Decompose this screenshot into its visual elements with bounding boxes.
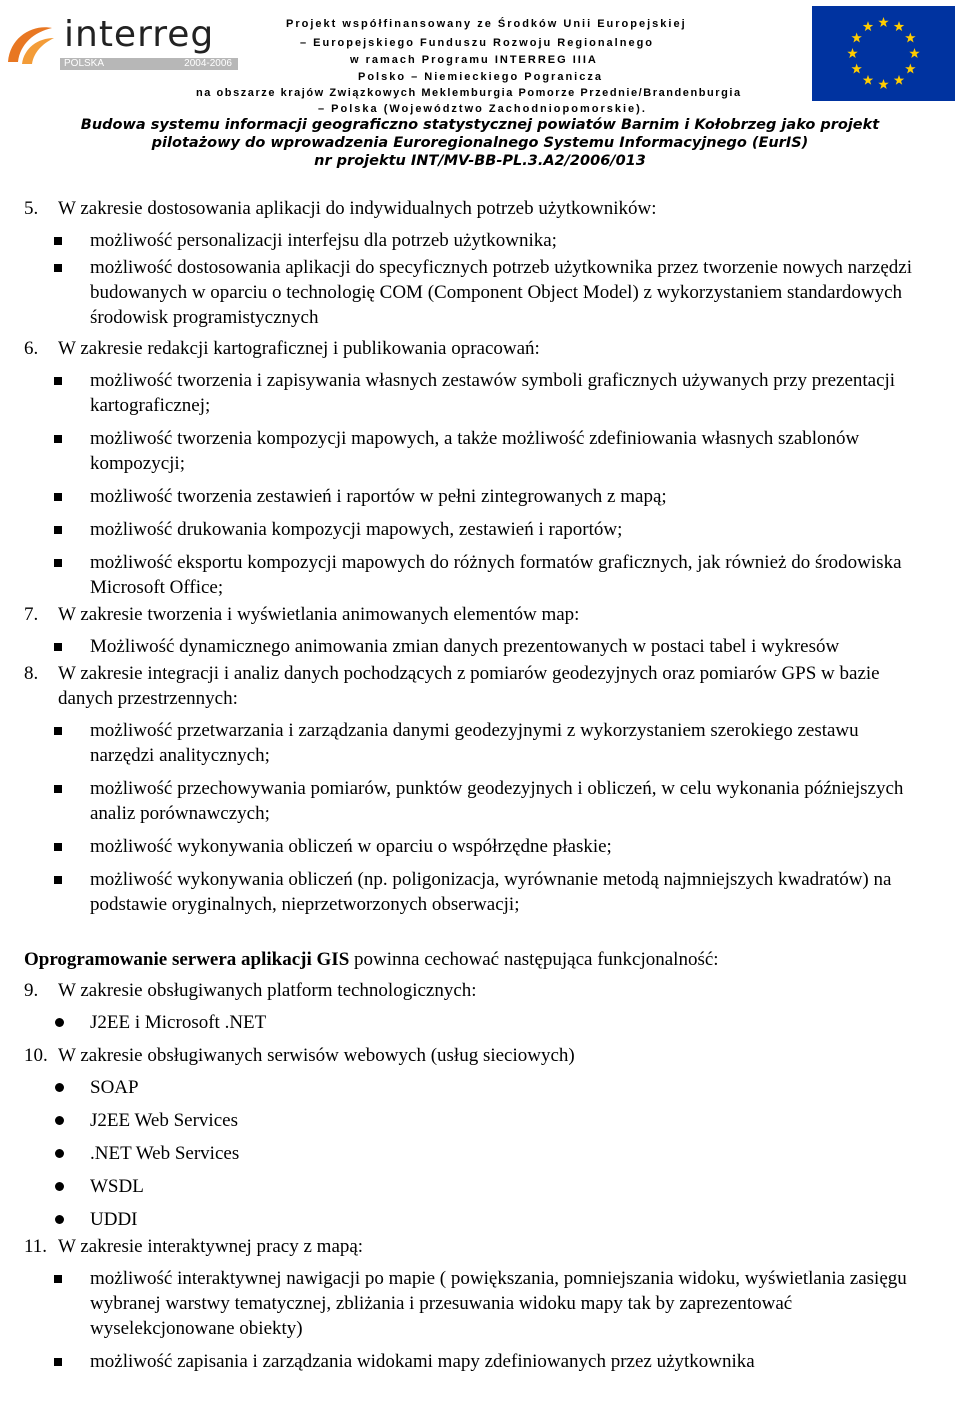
logo-wordmark: interreg [64,14,215,55]
server-heading-bold: Oprogramowanie serwera aplikacji GIS [24,949,350,970]
list-item: możliwość interaktywnej nawigacji po mapie ( powiększania, pomniejszania widoku, wyświetlania zasięgu wybranej warstwy tematycznej, zbliżania i przesuwania widoku mapy tak by zaprezentować wyselekcjonowane obiekty) [0,1266,960,1341]
square-bullet-icon [54,727,62,735]
section-title: W zakresie obsługiwanych platform technologicznych: [58,980,477,1001]
round-bullet-icon [55,1083,64,1092]
section-5 [0,196,960,221]
eu-flag [812,6,955,101]
list-item: WSDL [0,1174,960,1199]
section-number: 7. [24,604,39,625]
project-number: nr projektu INT/MV-BB-PL.3.A2/2006/013 [314,153,646,169]
list-item: J2EE Web Services [0,1108,960,1133]
square-bullet-icon [54,876,62,884]
section-title: W zakresie dostosowania aplikacji do indywidualnych potrzeb użytkowników: [58,198,657,219]
header-line-1: Projekt współfinansowany ze Środków Unii Europejskiej [286,18,687,30]
section-number: 5. [24,198,39,219]
round-bullet-icon [55,1116,64,1125]
list-item: możliwość przetwarzania i zarządzania danymi geodezyjnymi z wykorzystaniem szerokiego zestawu narzędzi analitycznych; [0,718,960,768]
list-item: możliwość zapisania i zarządzania widokami mapy zdefiniowanych przez użytkownika [0,1349,960,1374]
header-line-5: na obszarze krajów Związkowych Meklemburgia Pomorze Przednie/Brandenburgia [196,87,742,99]
square-bullet-icon [54,1358,62,1366]
square-bullet-icon [54,1275,62,1283]
project-title-line-1: Budowa systemu informacji geograficzno statystycznej powiatów Barnim i Kołobrzeg jako projekt [80,117,880,133]
square-bullet-icon [54,643,62,651]
square-bullet-icon [54,526,62,534]
list-item: możliwość wykonywania obliczeń (np. poligonizacja, wyrównanie metodą najmniejszych kwadratów) na podstawie oryginalnych, nieprzetworzonych obserwacji; [0,867,960,917]
list-item: możliwość drukowania kompozycji mapowych, zestawień i raportów; [0,517,960,542]
header-line-2: – Europejskiego Funduszu Rozwoju Regionalnego [300,37,655,49]
section-number: 9. [24,980,39,1001]
round-bullet-icon [55,1182,64,1191]
round-bullet-icon [55,1149,64,1158]
section-number: 8. [24,663,39,684]
round-bullet-icon [55,1018,64,1027]
logo-right-text: 2004-2006 [184,58,232,69]
project-title-line-2: pilotażowy do wprowadzenia Euroregionalnego Systemu Informacyjnego (EurIS) [151,135,809,151]
section-number: 11. [24,1236,48,1257]
logo-left-text: POLSKA [64,58,105,69]
square-bullet-icon [54,435,62,443]
server-heading-rest: powinna cechować następująca funkcjonalność: [349,949,719,970]
section-9 [0,978,960,1003]
section-number: 10. [24,1045,48,1066]
list-item: możliwość przechowywania pomiarów, punktów geodezyjnych i obliczeń, w celu wykonania późniejszych analiz porównawczych; [0,776,960,826]
section-title: W zakresie integracji i analiz danych pochodzących z pomiarów geodezyjnych oraz pomiarów GPS w bazie danych przestrzennych: [58,663,880,709]
header-line-3: w ramach Programu INTERREG IIIA [350,54,598,66]
square-bullet-icon [54,377,62,385]
square-bullet-icon [54,237,62,245]
list-item: UDDI [0,1207,960,1232]
page-header [0,0,960,180]
header-line-4: Polsko – Niemieckiego Pogranicza [358,71,603,83]
list-item: J2EE i Microsoft .NET [0,1010,960,1035]
square-bullet-icon [54,264,62,272]
list-item: SOAP [0,1075,960,1100]
document-body [0,196,960,1376]
list-item: możliwość tworzenia kompozycji mapowych, a także możliwość zdefiniowania własnych szablonów kompozycji; [0,426,960,476]
interreg-swirl-icon [4,22,56,68]
list-item: .NET Web Services [0,1141,960,1166]
square-bullet-icon [54,559,62,567]
section-10 [0,1043,960,1068]
section-title: W zakresie tworzenia i wyświetlania animowanych elementów map: [58,604,580,625]
list-item: możliwość personalizacji interfejsu dla potrzeb użytkownika; [0,228,960,253]
logo-bar [60,58,238,70]
section-11 [0,1234,960,1259]
list-item: Możliwość dynamicznego animowania zmian danych prezentowanych w postaci tabel i wykresów [0,634,960,659]
section-title: W zakresie interaktywnej pracy z mapą: [58,1236,364,1257]
section-6 [0,336,960,361]
section-number: 6. [24,338,39,359]
square-bullet-icon [54,785,62,793]
interreg-logo [4,14,236,70]
list-item: możliwość dostosowania aplikacji do specyficznych potrzeb użytkownika przez tworzenie nowych narzędzi budowanych w oparciu o technologię COM (Component Object Model) z wykorzystaniem standardowych środowisk programistycznych [0,255,960,330]
section-title: W zakresie obsługiwanych serwisów webowych (usług sieciowych) [58,1045,575,1066]
square-bullet-icon [54,843,62,851]
section-title: W zakresie redakcji kartograficznej i publikowania opracowań: [58,338,540,359]
list-item: możliwość wykonywania obliczeń w oparciu o współrzędne płaskie; [0,834,960,859]
square-bullet-icon [54,493,62,501]
eu-stars-icon [812,6,955,101]
section-7 [0,602,960,627]
list-item: możliwość eksportu kompozycji mapowych do różnych formatów graficznych, jak również do środowiska Microsoft Office; [0,550,960,600]
header-line-6: – Polska (Województwo Zachodniopomorskie). [318,103,647,115]
section-8 [0,661,960,711]
round-bullet-icon [55,1215,64,1224]
list-item: możliwość tworzenia i zapisywania własnych zestawów symboli graficznych używanych przy prezentacji kartograficznej; [0,368,960,418]
list-item: możliwość tworzenia zestawień i raportów w pełni zintegrowanych z mapą; [0,484,960,509]
server-heading [0,947,960,972]
